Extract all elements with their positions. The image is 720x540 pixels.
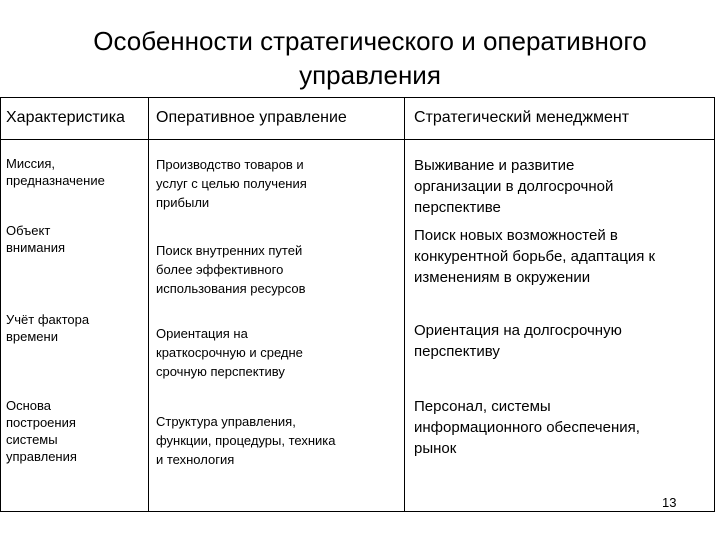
header-characteristic: Характеристика bbox=[6, 109, 125, 126]
row-label-time: Учёт фактора времени bbox=[6, 312, 90, 344]
row-label-basis: Основа построения системы управления bbox=[6, 398, 77, 464]
column-divider-2 bbox=[404, 97, 405, 512]
row-label-attention: Объект внимания bbox=[6, 223, 65, 255]
row-operational-mission: Производство товаров и услуг с целью получения прибыли bbox=[156, 157, 307, 210]
header-strategic: Стратегический менеджмент bbox=[414, 109, 630, 126]
row-operational-attention: Поиск внутренних путей более эффективного использования ресурсов bbox=[156, 243, 306, 296]
header-operational: Оперативное управление bbox=[156, 109, 347, 126]
row-operational-time: Ориентация на краткосрочную и средне срочную перспективу bbox=[156, 326, 303, 379]
row-operational-basis: Структура управления, функции, процедуры, техника и технология bbox=[156, 414, 336, 467]
page-number: 13 bbox=[662, 495, 677, 510]
row-strategic-attention: Поиск новых возможностей в конкурентной борьбе, адаптация к изменениям в окружении bbox=[414, 227, 656, 286]
page-title: Особенности стратегического и оперативного управления bbox=[93, 26, 647, 90]
row-label-mission: Миссия, предназначение bbox=[6, 156, 105, 188]
header-divider bbox=[0, 139, 715, 140]
column-divider-1 bbox=[148, 97, 149, 512]
row-strategic-time: Ориентация на долгосрочную перспективу bbox=[414, 322, 622, 360]
row-strategic-mission: Выживание и развитие организации в долгосрочной перспективе bbox=[414, 157, 614, 216]
row-strategic-basis: Персонал, системы информационного обеспечения, рынок bbox=[414, 398, 640, 457]
